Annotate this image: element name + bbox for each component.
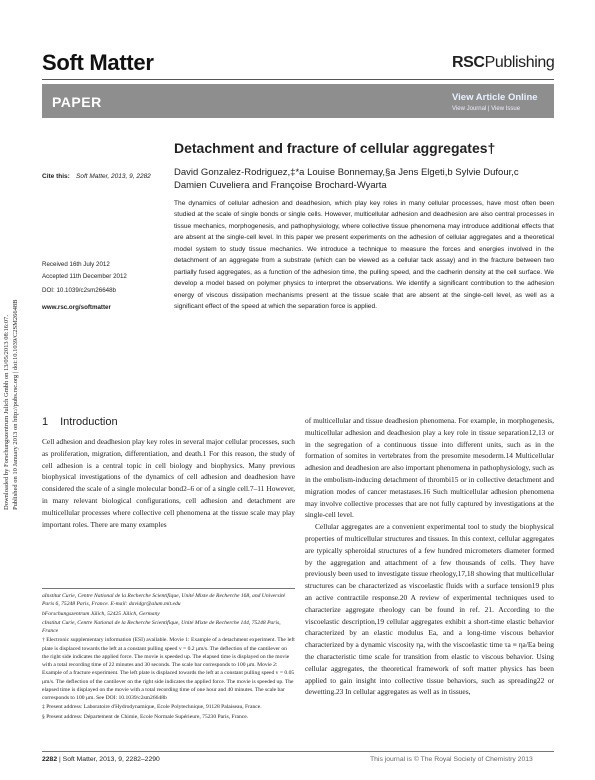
authors-line-1: David Gonzalez-Rodriguez,‡*a Louise Bonnemay,§a Jens Elgeti,b Sylvie Dufour,c — [174, 167, 519, 178]
section-number: 1 — [42, 416, 49, 428]
page-number: 2282 — [42, 756, 58, 763]
footnote-affiliation-c: cInstitut Curie, Centre National de la Recherche Scientifique, Unité Mixte de Recherche 144, 75248 Paris, France — [42, 619, 281, 634]
download-note-line2: Published on 10 January 2013 on http://pubs.rsc.org | doi:10.1039/C2SM26648B — [12, 299, 19, 510]
intro-paragraph-1: of multicellular and tissue deadhesion phenomena. For example, in morphogenesis, multicellular adhesion and deadhesion play a key role in tissue separation12,13 or in the segregation of a continuous tissue into different units, such as in the formation of somites in vertebrates from the presomite mesoderm.14 Multicellular adhesion and deadhesion are also important phenomena in pathophysiology, such as in the embolism-inducing detachment of thrombi15 or in collective detachment and migration modes of cancer metastases.16 Such multicellular adhesion phenomena may involve collective processes that are not fully captured by investigations at the single-cell level. — [305, 416, 554, 520]
footer-journal-citation: | Soft Matter, 2013, 9, 2282–2290 — [59, 756, 160, 763]
intro-column-2 — [305, 415, 554, 698]
intro-paragraph-2: Cellular aggregates are a convenient experimental tool to study the biophysical properties of multicellular structures and tissues. In this context, cellular aggregates are typically spheroidal structures of a few hundred micrometers diameter formed by the aggregation and attachment of a few thousands of cells. They have previously been used to investigate tissue rheology,17,18 showing that multicellular structures can be characterized as viscoelastic fluids with a surface tension19 plus an active contractile response.20 A review of experimental techniques used to characterize aggregate rheology can be found in ref. 21. According to the viscoelastic description,19 cellular aggregates exhibit a short-time elastic behavior characterized by an elastic modulus Ea, and a long-time viscous behavior characterized by a dynamic viscosity ηa, with the viscoelastic time τa ≡ ηa/Ea being the characteristic time scale for transition from elastic to viscous behavior. Using cellular aggregates, the theoretical framework of soft matter physics has been applied to gain insight into collective tissue behaviors, such as spreading22 or dewetting.23 In cellular aggregates as well as in tissues, — [305, 522, 554, 697]
section-heading — [42, 416, 118, 428]
journal-website[interactable]: www.rsc.org/softmatter — [42, 304, 111, 311]
cite-label: Cite this: — [42, 173, 70, 180]
footnote-affiliation-b: bForschungszentrum Jülich, 52425 Jülich, Germany — [42, 610, 160, 617]
doi[interactable]: DOI: 10.1039/c2sm26648b — [42, 287, 116, 294]
footnote-esi: † Electronic supplementary information (ESI) available. Movie 1: Example of a detachment experiment. The left plate is displaced towards the left at a constant pulling speed v = 0.2 μm/s. The deflection of the cantilever on the right side indicates the applied force. The movie is speeded up. The elapsed time is displayed on the movie with a total recording time of 22 minutes and 30 seconds. The scale bar corresponds to 100 μm. Movie 2: Example of a fracture experiment. The left plate is displaced towards the left at a constant pulling speed v = 0.05 μm/s. The deflection of the cantilever on the right side indicates the applied force. The movie is speeded up. The elapsed time is displayed on the movie with a total recording time of one hour and 40 minutes. The scale bar corresponds to 100 μm. See DOI: 10.1039/c2sm26648b — [42, 637, 295, 701]
view-article-online-link[interactable]: View Article Online — [452, 92, 538, 103]
footer-citation — [42, 756, 160, 763]
section-title: Introduction — [60, 416, 118, 428]
accepted-date: Accepted 11th December 2012 — [42, 273, 127, 280]
download-note-line1: Downloaded by Forschungszentrum Julich Gmbh on 13/05/2013 08:16:07. — [3, 315, 10, 510]
authors-line-2: Damien Cuveliera and Françoise Brochard-Wyarta — [174, 180, 387, 191]
article-type-label: PAPER — [52, 94, 102, 110]
received-date: Received 16th July 2012 — [42, 261, 110, 268]
footnote-present-address-1: ‡ Present address: Laboratoire d'Hydrodynamique, Ecole Polytechnique, 91128 Palaiseau, France. — [42, 704, 262, 711]
footnote-present-address-2: § Present address: Département de Chimie, Ecole Normale Supérieure, 75230 Paris, France. — [42, 713, 249, 720]
intro-column-1: Cell adhesion and deadhesion play key roles in several major cellular processes, such as proliferation, migration, differentiation, and death.1 For this reason, the study of cell adhesion is a central topic in cell biology and biophysics. Many previous biophysical investigations of the dynamics of cell adhesion and deadhesion have considered the scale of a single molecular bond2–6 or of a single cell.7–11 However, in many relevant biological configurations, cell adhesion and detachment are multicellular processes where collective cell phenomena at the tissue scale may play important roles. There are many examples — [42, 437, 295, 529]
footer-copyright: This journal is © The Royal Society of Chemistry 2013 — [370, 756, 533, 763]
footnote-affiliation-a: aInstitut Curie, Centre National de la Recherche Scientifique, Unité Mixte de Recherche 168, and Université Paris 6, 75248 Paris, France. E-mail: davidgr@alum.mit.edu — [42, 593, 286, 608]
footnotes — [42, 592, 295, 722]
footnote-rule — [42, 588, 295, 589]
cite-value: Soft Matter, 2013, 9, 2282 — [76, 173, 151, 180]
publisher-logo — [452, 54, 554, 72]
article-title: Detachment and fracture of cellular aggregates† — [174, 140, 496, 156]
abstract: The dynamics of cellular adhesion and deadhesion, which play key roles in many cellular processes, have most often been studied at the scale of single bonds or single cells. However, multicellular adhesion and deadhesion are also central processes in tissue mechanics, morphogenesis, and pathophysiology, where collective tissue phenomena may introduce additional effects that are absent at the single-cell level. In this paper we present experiments on the adhesion of cellular aggregates and a theoretical model system to study tissue mechanics. We introduce a technique to measure the forces and energies involved in the detachment of an aggregate from a substrate (which can be viewed as a cellular tack assay) and in the fracture between two partially fused aggregates, as a function of the adhesion time, the pulling speed, and the cadherin density at the cell surface. We develop a model based on polymer physics to interpret the observations. We identify a significant contribution to the adhesion energy of viscous dissipation mechanisms present at the tissue scale that are absent at the single-cell level, as well as a significant effect of the speed at which the separation force is applied. — [174, 200, 554, 311]
download-side-note — [3, 190, 19, 510]
view-journal-issue-links[interactable]: View Journal | View Issue — [452, 106, 521, 112]
publisher-light: Publishing — [484, 54, 555, 71]
top-rule — [42, 79, 554, 80]
publisher-bold: RSC — [452, 54, 485, 71]
journal-name: Soft Matter — [42, 50, 154, 75]
bottom-rule — [42, 751, 554, 752]
